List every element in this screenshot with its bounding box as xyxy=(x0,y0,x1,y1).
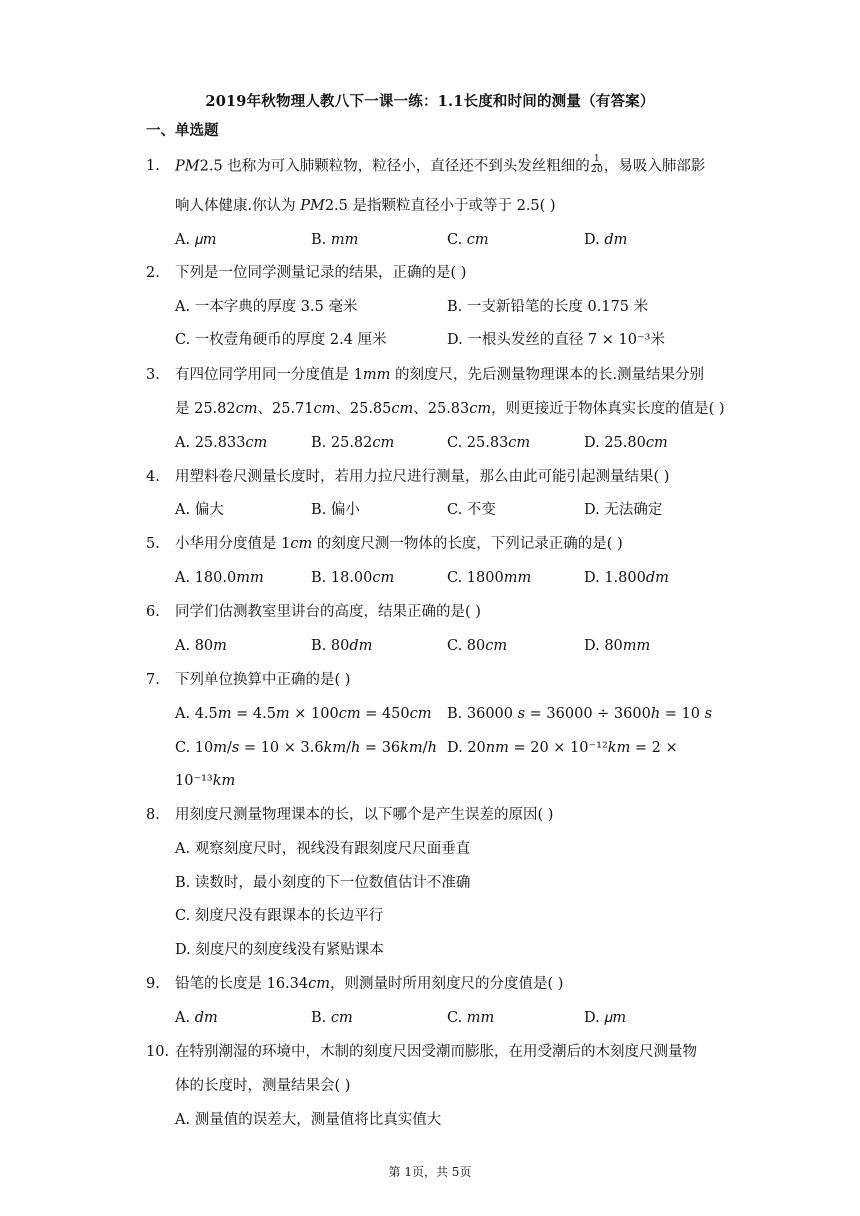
question-number: 6. xyxy=(146,604,160,620)
option-c[interactable]: C. 刻度尺没有跟课本的长边平行 xyxy=(175,908,384,924)
option-c[interactable]: C. 10𝑚/𝑠 = 10 × 3.6𝑘𝑚/ℎ = 36𝑘𝑚/ℎ xyxy=(175,740,437,756)
document-title: 2019年秋物理人教八下一课一练：1.1长度和时间的测量（有答案） xyxy=(205,93,655,110)
question-text: 下列是一位同学测量记录的结果，正确的是( ) xyxy=(175,265,467,281)
question-text-part: 𝑃𝑀2.5 也称为可入肺颗粒物，粒径小，直径还不到头发丝粗细的 xyxy=(175,158,590,175)
option-d-continuation: 10⁻¹³𝑘𝑚 xyxy=(175,773,236,789)
option-c[interactable]: C. 一枚壹角硬币的厚度 2.4 厘米 xyxy=(175,332,387,348)
option-c[interactable]: C. 不变 xyxy=(447,502,496,518)
question-number: 4. xyxy=(146,469,160,485)
option-b[interactable]: B. 偏小 xyxy=(311,502,360,518)
option-b[interactable]: B. 80𝑑𝑚 xyxy=(311,638,373,654)
question-number: 3. xyxy=(146,367,160,383)
option-d[interactable]: D. 1.800𝑑𝑚 xyxy=(584,570,669,586)
option-c[interactable]: C. 80𝑐𝑚 xyxy=(447,638,508,654)
option-b[interactable]: B. 一支新铅笔的长度 0.175 米 xyxy=(447,299,649,315)
question-text: 在特别潮湿的环境中，木制的刻度尺因受潮而膨胀，在用受潮后的木刻度尺测量物 xyxy=(175,1044,697,1060)
question-text-part: ，易吸入肺部影 xyxy=(603,158,706,175)
question-number: 8. xyxy=(146,807,160,823)
option-d[interactable]: D. 一根头发丝的直径 7 × 10⁻³米 xyxy=(447,332,665,348)
question-text xyxy=(175,153,706,177)
option-d[interactable]: D. 𝑑𝑚 xyxy=(584,232,628,248)
option-a[interactable]: A. 观察刻度尺时，视线没有跟刻度尺尺面垂直 xyxy=(175,841,471,857)
option-a[interactable]: A. 𝑑𝑚 xyxy=(175,1010,218,1026)
option-d[interactable]: D. 25.80𝑐𝑚 xyxy=(584,435,668,451)
option-a[interactable]: A. 25.833𝑐𝑚 xyxy=(175,435,268,451)
option-d[interactable]: D. 20𝑛𝑚 = 20 × 10⁻¹²𝑘𝑚 = 2 × xyxy=(447,740,678,756)
question-text-line2: 响人体健康.你认为 𝑃𝑀2.5 是指颗粒直径小于或等于 2.5( ) xyxy=(175,198,556,214)
option-c[interactable]: C. 1800𝑚𝑚 xyxy=(447,570,532,586)
option-b[interactable]: B. 读数时，最小刻度的下一位数值估计不准确 xyxy=(175,875,471,891)
option-c[interactable]: C. 𝑚𝑚 xyxy=(447,1010,495,1026)
option-c[interactable]: C. 25.83𝑐𝑚 xyxy=(447,435,531,451)
option-b[interactable]: B. 𝑚𝑚 xyxy=(311,232,359,248)
option-a[interactable]: A. 4.5𝑚 = 4.5𝑚 × 100𝑐𝑚 = 450𝑐𝑚 xyxy=(175,706,432,722)
question-text: 用刻度尺测量物理课本的长，以下哪个是产生误差的原因( ) xyxy=(175,807,554,823)
option-a[interactable]: A. 一本字典的厚度 3.5 毫米 xyxy=(175,299,358,315)
option-b[interactable]: B. 18.00𝑐𝑚 xyxy=(311,570,395,586)
fraction-numerator: 1 xyxy=(593,153,600,164)
question-number: 9. xyxy=(146,976,160,992)
fraction xyxy=(591,154,603,175)
fraction-denominator: 20 xyxy=(590,164,603,175)
option-c[interactable]: C. 𝑐𝑚 xyxy=(447,232,489,248)
option-a[interactable]: A. 80𝑚 xyxy=(175,638,227,654)
question-text: 铅笔的长度是 16.34𝑐𝑚，则测量时所用刻度尺的分度值是( ) xyxy=(175,976,564,992)
option-a[interactable]: A. 偏大 xyxy=(175,502,224,518)
question-number: 5. xyxy=(146,536,160,552)
page-footer: 第 1页，共 5页 xyxy=(388,1165,472,1179)
option-d[interactable]: D. 80𝑚𝑚 xyxy=(584,638,651,654)
question-text-line2: 是 25.82𝑐𝑚、25.71𝑐𝑚、25.85𝑐𝑚、25.83𝑐𝑚，则更接近于物体真实长度的值是( ) xyxy=(175,401,725,417)
option-a[interactable]: A. 测量值的误差大，测量值将比真实值大 xyxy=(175,1112,442,1128)
section-title: 一、单选题 xyxy=(146,122,219,139)
question-number: 10. xyxy=(146,1044,170,1060)
option-a[interactable]: A. 180.0𝑚𝑚 xyxy=(175,570,264,586)
question-text: 用塑料卷尺测量长度时，若用力拉尺进行测量，那么由此可能引起测量结果( ) xyxy=(175,469,670,485)
option-b[interactable]: B. 25.82𝑐𝑚 xyxy=(311,435,395,451)
question-text: 同学们估测教室里讲台的高度，结果正确的是( ) xyxy=(175,604,481,620)
question-number: 1. xyxy=(146,158,160,174)
option-b[interactable]: B. 𝑐𝑚 xyxy=(311,1010,353,1026)
option-d[interactable]: D. 无法确定 xyxy=(584,502,663,518)
question-number: 7. xyxy=(146,672,160,688)
option-b[interactable]: B. 36000 𝑠 = 36000 ÷ 3600ℎ = 10 𝑠 xyxy=(447,706,713,722)
question-text: 下列单位换算中正确的是( ) xyxy=(175,672,351,688)
option-d[interactable]: D. 𝜇𝑚 xyxy=(584,1010,627,1026)
question-text: 有四位同学用同一分度值是 1𝑚𝑚 的刻度尺，先后测量物理课本的长.测量结果分别 xyxy=(175,367,705,383)
question-text-line2: 体的长度时，测量结果会( ) xyxy=(175,1078,351,1094)
question-number: 2. xyxy=(146,265,160,281)
question-text: 小华用分度值是 1𝑐𝑚 的刻度尺测一物体的长度，下列记录正确的是( ) xyxy=(175,536,623,552)
option-d[interactable]: D. 刻度尺的刻度线没有紧贴课本 xyxy=(175,942,384,958)
option-a[interactable]: A. 𝜇𝑚 xyxy=(175,232,217,248)
